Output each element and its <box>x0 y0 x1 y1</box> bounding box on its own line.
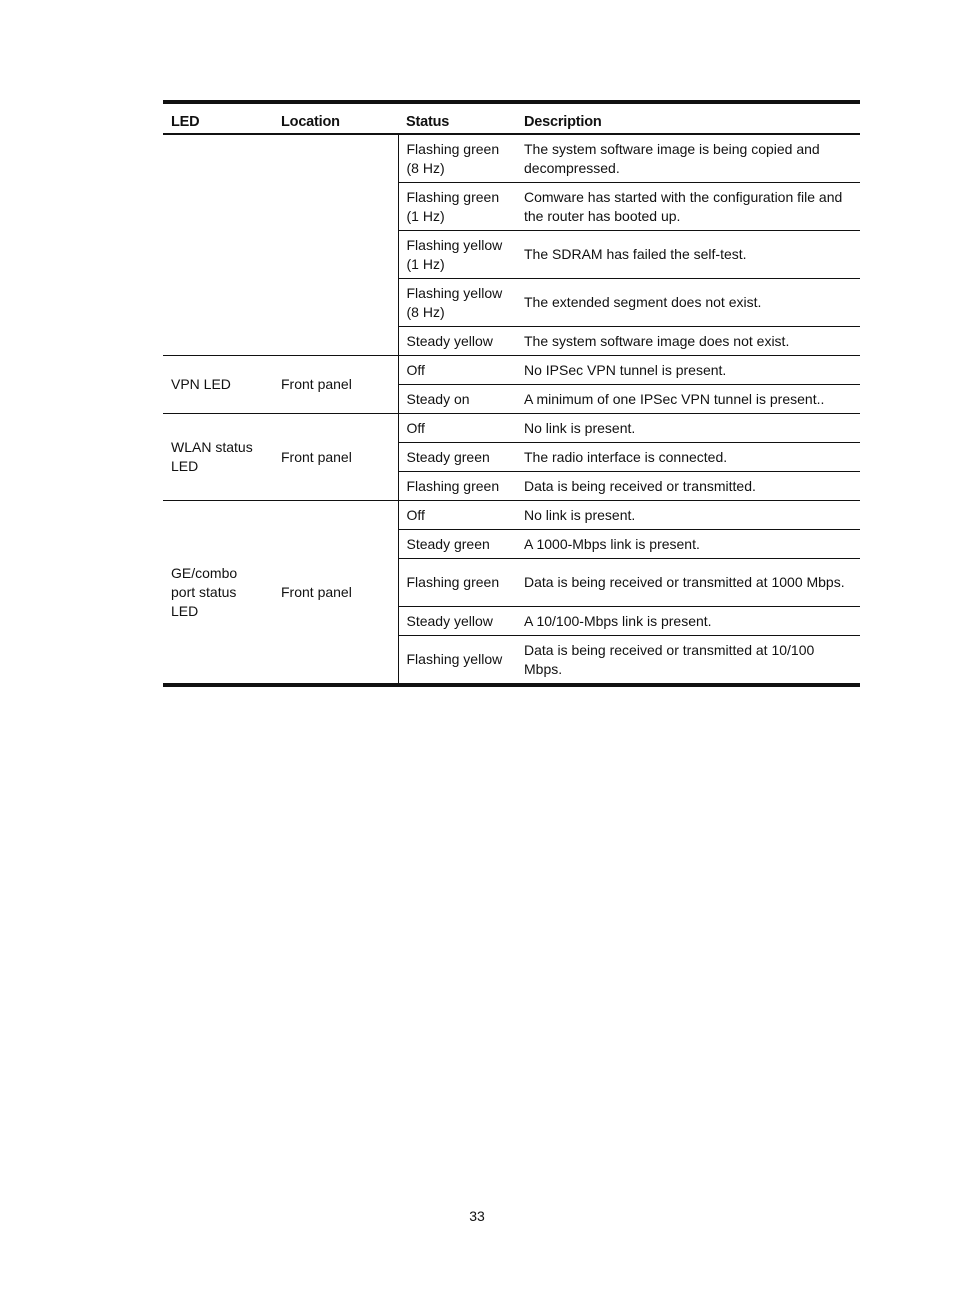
status-cell: Steady green <box>398 530 516 559</box>
description-cell: Data is being received or transmitted. <box>516 472 860 501</box>
status-cell: Steady on <box>398 385 516 414</box>
table-row <box>163 501 860 530</box>
description-cell: Data is being received or transmitted at 10/100 Mbps. <box>516 636 860 686</box>
status-cell: Flashing green (8 Hz) <box>398 134 516 183</box>
description-cell: A 10/100-Mbps link is present. <box>516 607 860 636</box>
table-header-row <box>163 102 860 134</box>
description-cell: No link is present. <box>516 501 860 530</box>
description-cell: A minimum of one IPSec VPN tunnel is present.. <box>516 385 860 414</box>
description-cell: A 1000-Mbps link is present. <box>516 530 860 559</box>
status-cell: Steady green <box>398 443 516 472</box>
description-cell: The extended segment does not exist. <box>516 279 860 327</box>
table-row <box>163 134 860 183</box>
status-cell: Steady yellow <box>398 607 516 636</box>
header-status: Status <box>398 102 516 134</box>
location-cell: Front panel <box>273 414 398 501</box>
description-cell: Comware has started with the configuration file and the router has booted up. <box>516 183 860 231</box>
header-description: Description <box>516 102 860 134</box>
status-cell: Flashing green <box>398 472 516 501</box>
status-cell: Flashing yellow (8 Hz) <box>398 279 516 327</box>
led-status-table <box>163 100 860 687</box>
description-cell: Data is being received or transmitted at 1000 Mbps. <box>516 559 860 607</box>
led-cell <box>163 134 273 356</box>
status-cell: Off <box>398 356 516 385</box>
status-cell: Off <box>398 501 516 530</box>
page-number: 33 <box>469 1208 485 1224</box>
led-cell: VPN LED <box>163 356 273 414</box>
description-cell: No IPSec VPN tunnel is present. <box>516 356 860 385</box>
status-cell: Steady yellow <box>398 327 516 356</box>
description-cell: The system software image is being copied and decompressed. <box>516 134 860 183</box>
led-cell: GE/combo port status LED <box>163 501 273 686</box>
status-cell: Flashing green (1 Hz) <box>398 183 516 231</box>
description-cell: The radio interface is connected. <box>516 443 860 472</box>
status-cell: Flashing yellow (1 Hz) <box>398 231 516 279</box>
table-row <box>163 356 860 385</box>
table-row <box>163 414 860 443</box>
location-cell <box>273 134 398 356</box>
led-cell: WLAN status LED <box>163 414 273 501</box>
description-cell: The SDRAM has failed the self-test. <box>516 231 860 279</box>
location-cell: Front panel <box>273 501 398 686</box>
location-cell: Front panel <box>273 356 398 414</box>
description-cell: No link is present. <box>516 414 860 443</box>
status-cell: Flashing green <box>398 559 516 607</box>
status-cell: Off <box>398 414 516 443</box>
description-cell: The system software image does not exist. <box>516 327 860 356</box>
status-cell: Flashing yellow <box>398 636 516 686</box>
header-led: LED <box>163 102 273 134</box>
header-location: Location <box>273 102 398 134</box>
